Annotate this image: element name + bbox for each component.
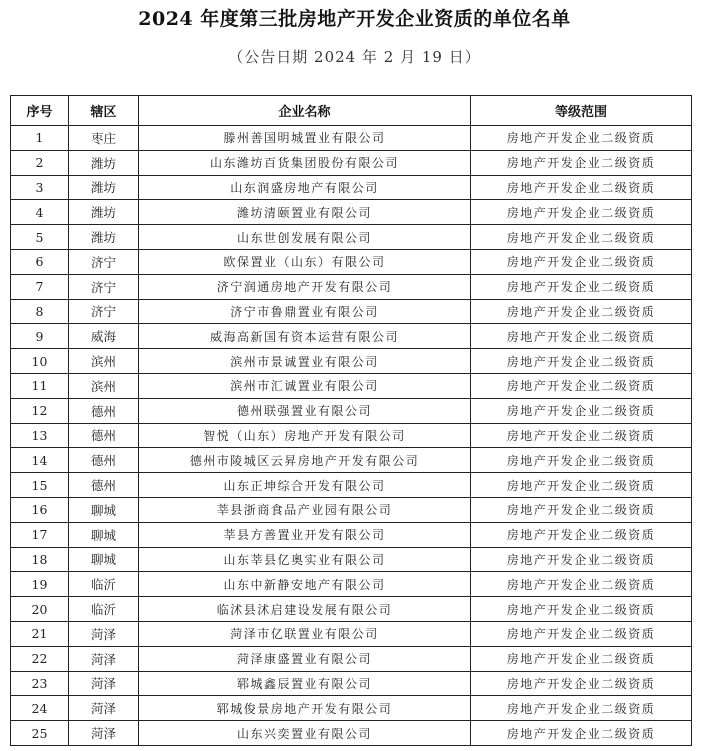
row-company-name: 威海高新国有资本运营有限公司 [139, 324, 471, 349]
row-level: 房地产开发企业二级资质 [471, 150, 692, 175]
row-area: 潍坊 [69, 200, 139, 225]
row-level: 房地产开发企业二级资质 [471, 696, 692, 721]
header-row [11, 96, 692, 126]
row-area: 聊城 [69, 497, 139, 522]
row-number: 5 [11, 225, 69, 250]
table-row [11, 473, 692, 498]
row-number: 9 [11, 324, 69, 349]
company-list-table [10, 95, 692, 746]
row-level: 房地产开发企业二级资质 [471, 646, 692, 671]
row-level: 房地产开发企业二级资质 [471, 423, 692, 448]
row-area: 菏泽 [69, 721, 139, 746]
row-company-name: 菏泽康盛置业有限公司 [139, 646, 471, 671]
table-row [11, 324, 692, 349]
row-company-name: 滨州市景诚置业有限公司 [139, 349, 471, 374]
row-level: 房地产开发企业二级资质 [471, 522, 692, 547]
table-row [11, 175, 692, 200]
table-row [11, 200, 692, 225]
table-row [11, 696, 692, 721]
row-company-name: 菏泽市亿联置业有限公司 [139, 621, 471, 646]
row-company-name: 潍坊清颐置业有限公司 [139, 200, 471, 225]
row-number: 15 [11, 473, 69, 498]
table-row [11, 721, 692, 746]
row-company-name: 临沭县沭启建设发展有限公司 [139, 597, 471, 622]
table-row [11, 522, 692, 547]
table-row [11, 249, 692, 274]
row-number: 18 [11, 547, 69, 572]
row-company-name: 济宁市鲁鼎置业有限公司 [139, 299, 471, 324]
header-no: 序号 [11, 96, 69, 126]
row-area: 潍坊 [69, 150, 139, 175]
row-area: 济宁 [69, 274, 139, 299]
row-area: 滨州 [69, 373, 139, 398]
page-subtitle: （公告日期 2024 年 2 月 19 日） [228, 48, 481, 66]
row-company-name: 郓城鑫辰置业有限公司 [139, 671, 471, 696]
row-level: 房地产开发企业二级资质 [471, 497, 692, 522]
table-row [11, 671, 692, 696]
row-level: 房地产开发企业二级资质 [471, 249, 692, 274]
row-area: 临沂 [69, 597, 139, 622]
row-area: 德州 [69, 448, 139, 473]
row-level: 房地产开发企业二级资质 [471, 448, 692, 473]
table-row [11, 225, 692, 250]
row-company-name: 莘县方善置业开发有限公司 [139, 522, 471, 547]
row-company-name: 山东潍坊百货集团股份有限公司 [139, 150, 471, 175]
row-number: 3 [11, 175, 69, 200]
row-level: 房地产开发企业二级资质 [471, 572, 692, 597]
row-level: 房地产开发企业二级资质 [471, 547, 692, 572]
row-number: 24 [11, 696, 69, 721]
table-row [11, 497, 692, 522]
row-company-name: 济宁润通房地产开发有限公司 [139, 274, 471, 299]
header-area: 辖区 [69, 96, 139, 126]
row-level: 房地产开发企业二级资质 [471, 200, 692, 225]
table-row [11, 547, 692, 572]
row-level: 房地产开发企业二级资质 [471, 126, 692, 151]
row-company-name: 山东正坤综合开发有限公司 [139, 473, 471, 498]
table-row [11, 349, 692, 374]
table-row [11, 398, 692, 423]
row-company-name: 莘县浙商食品产业园有限公司 [139, 497, 471, 522]
row-number: 17 [11, 522, 69, 547]
header-company-name: 企业名称 [139, 96, 471, 126]
row-number: 13 [11, 423, 69, 448]
row-company-name: 山东世创发展有限公司 [139, 225, 471, 250]
row-number: 8 [11, 299, 69, 324]
table-row [11, 448, 692, 473]
table-row [11, 126, 692, 151]
row-area: 潍坊 [69, 225, 139, 250]
table-header [11, 96, 692, 126]
row-level: 房地产开发企业二级资质 [471, 373, 692, 398]
row-area: 德州 [69, 398, 139, 423]
row-area: 枣庄 [69, 126, 139, 151]
row-company-name: 滕州善国明城置业有限公司 [139, 126, 471, 151]
row-number: 10 [11, 349, 69, 374]
row-company-name: 欧保置业（山东）有限公司 [139, 249, 471, 274]
header-level: 等级范围 [471, 96, 692, 126]
row-area: 潍坊 [69, 175, 139, 200]
row-number: 2 [11, 150, 69, 175]
table-row [11, 274, 692, 299]
table-row [11, 621, 692, 646]
row-company-name: 智悦（山东）房地产开发有限公司 [139, 423, 471, 448]
row-level: 房地产开发企业二级资质 [471, 225, 692, 250]
row-area: 聊城 [69, 522, 139, 547]
row-company-name: 山东润盛房地产有限公司 [139, 175, 471, 200]
row-company-name: 德州市陵城区云昇房地产开发有限公司 [139, 448, 471, 473]
row-company-name: 滨州市汇诚置业有限公司 [139, 373, 471, 398]
row-area: 威海 [69, 324, 139, 349]
row-number: 12 [11, 398, 69, 423]
row-area: 菏泽 [69, 621, 139, 646]
row-area: 济宁 [69, 249, 139, 274]
row-level: 房地产开发企业二级资质 [471, 324, 692, 349]
row-area: 济宁 [69, 299, 139, 324]
table-row [11, 373, 692, 398]
row-number: 11 [11, 373, 69, 398]
row-number: 23 [11, 671, 69, 696]
row-level: 房地产开发企业二级资质 [471, 671, 692, 696]
table-row [11, 423, 692, 448]
row-level: 房地产开发企业二级资质 [471, 398, 692, 423]
row-level: 房地产开发企业二级资质 [471, 349, 692, 374]
table-row [11, 572, 692, 597]
row-level: 房地产开发企业二级资质 [471, 621, 692, 646]
row-number: 21 [11, 621, 69, 646]
row-area: 德州 [69, 473, 139, 498]
table-body [11, 126, 692, 746]
table-row [11, 597, 692, 622]
row-number: 7 [11, 274, 69, 299]
row-company-name: 郓城俊景房地产开发有限公司 [139, 696, 471, 721]
row-area: 菏泽 [69, 696, 139, 721]
row-number: 4 [11, 200, 69, 225]
row-number: 19 [11, 572, 69, 597]
row-area: 临沂 [69, 572, 139, 597]
row-number: 1 [11, 126, 69, 151]
row-level: 房地产开发企业二级资质 [471, 299, 692, 324]
page-title: 2024 年度第三批房地产开发企业资质的单位名单 [138, 8, 571, 30]
row-area: 菏泽 [69, 646, 139, 671]
row-level: 房地产开发企业二级资质 [471, 175, 692, 200]
row-company-name: 山东兴奕置业有限公司 [139, 721, 471, 746]
row-level: 房地产开发企业二级资质 [471, 721, 692, 746]
row-company-name: 山东莘县亿奥实业有限公司 [139, 547, 471, 572]
table-row [11, 299, 692, 324]
row-area: 菏泽 [69, 671, 139, 696]
row-area: 德州 [69, 423, 139, 448]
table-row [11, 646, 692, 671]
row-number: 20 [11, 597, 69, 622]
row-level: 房地产开发企业二级资质 [471, 597, 692, 622]
row-number: 22 [11, 646, 69, 671]
row-area: 滨州 [69, 349, 139, 374]
row-number: 16 [11, 497, 69, 522]
table-row [11, 150, 692, 175]
row-company-name: 山东中新静安地产有限公司 [139, 572, 471, 597]
row-number: 14 [11, 448, 69, 473]
row-level: 房地产开发企业二级资质 [471, 473, 692, 498]
row-level: 房地产开发企业二级资质 [471, 274, 692, 299]
row-number: 6 [11, 249, 69, 274]
row-area: 聊城 [69, 547, 139, 572]
row-company-name: 德州联强置业有限公司 [139, 398, 471, 423]
row-number: 25 [11, 721, 69, 746]
